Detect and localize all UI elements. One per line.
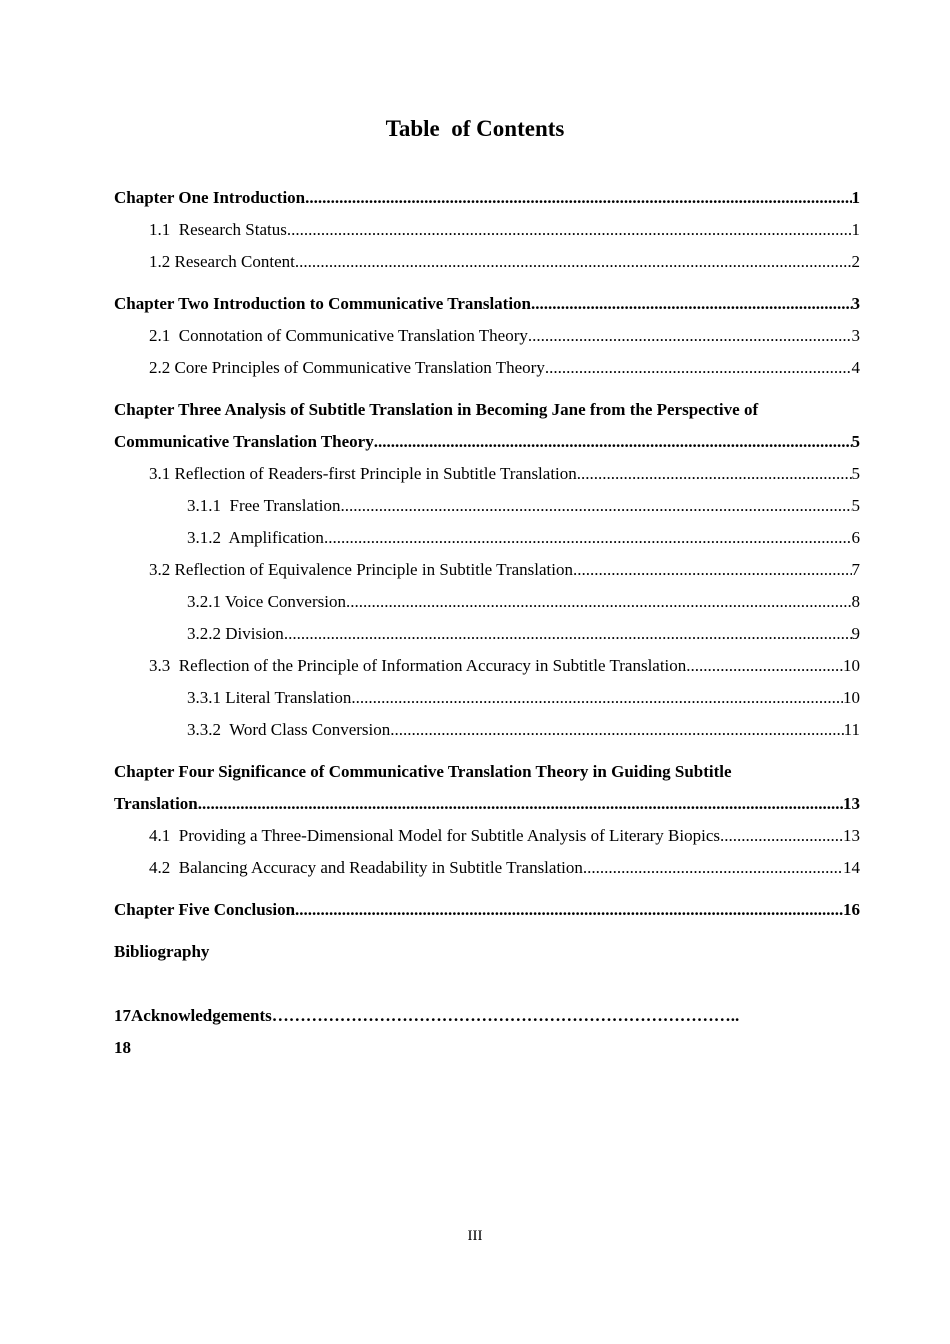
toc-entry-4-1[interactable] bbox=[114, 820, 860, 852]
dot-leader bbox=[324, 522, 852, 554]
toc-entry-page: 10 bbox=[843, 688, 860, 707]
toc-entry-chapter-4[interactable] bbox=[114, 788, 860, 820]
dot-leader bbox=[390, 714, 843, 746]
toc-entry-3-1-2[interactable] bbox=[114, 522, 860, 554]
toc-entry-label: 4.1 Providing a Three-Dimensional Model for Subtitle Analysis of Literary Biopics bbox=[149, 826, 720, 845]
dot-leader bbox=[573, 554, 852, 586]
toc-entry-label: 3.1.1 Free Translation bbox=[187, 496, 341, 515]
dot-leader bbox=[340, 490, 851, 522]
toc-entry-page: 10 bbox=[843, 656, 860, 675]
dot-leader bbox=[531, 288, 851, 320]
toc-entry-label: 3.2.2 Division bbox=[187, 624, 284, 643]
toc-entry-page: 4 bbox=[851, 358, 860, 377]
toc-entry-page: 11 bbox=[843, 720, 860, 739]
toc-entry-label: 1.1 Research Status bbox=[149, 220, 287, 239]
dot-leader bbox=[545, 352, 852, 384]
toc-entry-2-2[interactable] bbox=[114, 352, 860, 384]
toc-entry-3-1-1[interactable] bbox=[114, 490, 860, 522]
toc-entry-label: Chapter One Introduction bbox=[114, 188, 306, 207]
dot-leader bbox=[528, 320, 852, 352]
toc-entry-page: 1 bbox=[851, 220, 860, 239]
toc-entry-page: 6 bbox=[851, 528, 860, 547]
toc-entry-4-2[interactable] bbox=[114, 852, 860, 884]
toc-entry-label: 3.2 Reflection of Equivalence Principle in Subtitle Translation bbox=[149, 560, 573, 579]
toc-entry-3-1[interactable] bbox=[114, 458, 860, 490]
dot-leader bbox=[198, 788, 843, 820]
toc-entry-page: 5 bbox=[851, 432, 860, 451]
table-of-contents bbox=[114, 182, 860, 1064]
toc-entry-label: 1.2 Research Content bbox=[149, 252, 295, 271]
toc-entry-label: 3.1 Reflection of Readers-first Principle in Subtitle Translation bbox=[149, 464, 577, 483]
toc-entry-3-2-2[interactable] bbox=[114, 618, 860, 650]
toc-entry-page: 13 bbox=[843, 794, 860, 813]
dot-leader bbox=[346, 586, 852, 618]
page-number: III bbox=[467, 1228, 483, 1244]
toc-entry-label: Communicative Translation Theory bbox=[114, 432, 374, 451]
dot-leader bbox=[284, 618, 852, 650]
toc-entry-label: Chapter Five Conclusion bbox=[114, 900, 296, 919]
dot-leader bbox=[577, 458, 852, 490]
dot-leader bbox=[374, 426, 852, 458]
toc-entry-chapter-3-line-1[interactable]: Chapter Three Analysis of Subtitle Translation in Becoming Jane from the Perspective of bbox=[114, 400, 759, 419]
toc-entry-page: 3 bbox=[851, 294, 860, 313]
dot-leader bbox=[351, 682, 843, 714]
dot-leader bbox=[583, 852, 843, 884]
toc-entry-label: Translation bbox=[114, 794, 198, 813]
dot-leader bbox=[305, 182, 851, 214]
toc-entry-label: 3.2.1 Voice Conversion bbox=[187, 592, 346, 611]
toc-entry-label: 3.3 Reflection of the Principle of Information Accuracy in Subtitle Translation bbox=[149, 656, 687, 675]
toc-entry-3-3-2[interactable] bbox=[114, 714, 860, 746]
dot-leader bbox=[287, 214, 852, 246]
toc-entry-3-3[interactable] bbox=[114, 650, 860, 682]
toc-entry-chapter-1[interactable] bbox=[114, 182, 860, 214]
toc-entry-page: 8 bbox=[851, 592, 860, 611]
dot-leader bbox=[686, 650, 843, 682]
toc-entry-page: 5 bbox=[851, 496, 860, 515]
toc-entry-chapter-3[interactable] bbox=[114, 426, 860, 458]
toc-title: Table of Contents bbox=[385, 116, 565, 141]
toc-entry-page: 2 bbox=[851, 252, 860, 271]
toc-entry-2-1[interactable] bbox=[114, 320, 860, 352]
toc-entry-3-2[interactable] bbox=[114, 554, 860, 586]
toc-entry-3-3-1[interactable] bbox=[114, 682, 860, 714]
toc-entry-label: 3.1.2 Amplification bbox=[187, 528, 324, 547]
dot-leader bbox=[295, 246, 852, 278]
toc-entry-chapter-2[interactable] bbox=[114, 288, 860, 320]
toc-entry-3-2-1[interactable] bbox=[114, 586, 860, 618]
toc-entry-page: 14 bbox=[843, 858, 860, 877]
toc-entry-label: 3.3.1 Literal Translation bbox=[187, 688, 352, 707]
dot-leader bbox=[720, 820, 843, 852]
toc-entry-page: 9 bbox=[851, 624, 860, 643]
toc-entry-label: 4.2 Balancing Accuracy and Readability in Subtitle Translation bbox=[149, 858, 583, 877]
toc-entry-1-2[interactable] bbox=[114, 246, 860, 278]
toc-entry-label: 2.1 Connotation of Communicative Translation Theory bbox=[149, 326, 528, 345]
toc-entry-bibliography[interactable]: Bibliography bbox=[114, 942, 210, 961]
toc-entry-1-1[interactable] bbox=[114, 214, 860, 246]
dot-leader bbox=[295, 894, 843, 926]
toc-entry-page: 16 bbox=[843, 900, 860, 919]
toc-entry-page: 3 bbox=[851, 326, 860, 345]
toc-entry-acknowledgements[interactable]: 17Acknowledgements……………………………………………………………………….. bbox=[114, 1006, 740, 1025]
toc-entry-acknowledgements-page: 18 bbox=[114, 1038, 131, 1057]
toc-entry-page: 7 bbox=[851, 560, 860, 579]
toc-entry-chapter-4-line-1[interactable]: Chapter Four Significance of Communicative Translation Theory in Guiding Subtitle bbox=[114, 762, 732, 781]
toc-entry-label: 2.2 Core Principles of Communicative Translation Theory bbox=[149, 358, 545, 377]
toc-entry-page: 13 bbox=[843, 826, 860, 845]
toc-entry-page: 1 bbox=[851, 188, 860, 207]
toc-entry-label: Chapter Two Introduction to Communicative Translation bbox=[114, 294, 532, 313]
toc-entry-chapter-5[interactable] bbox=[114, 894, 860, 926]
toc-entry-page: 5 bbox=[851, 464, 860, 483]
toc-entry-label: 3.3.2 Word Class Conversion bbox=[187, 720, 391, 739]
